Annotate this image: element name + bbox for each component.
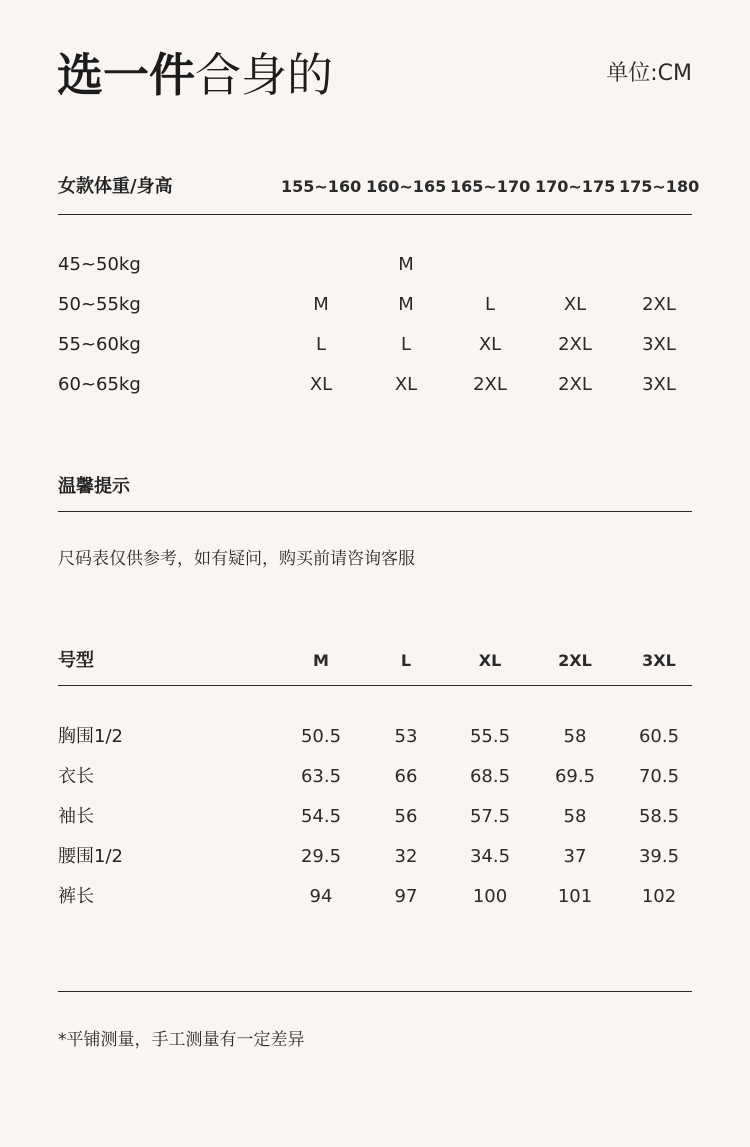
divider (58, 214, 692, 215)
size-guide-row (58, 370, 692, 400)
size-guide-header-label: 女款体重/身高 (58, 176, 173, 197)
title-bold-part: 选一件 (57, 48, 195, 102)
size-header: XL (478, 651, 502, 670)
page-title (57, 46, 333, 104)
weight-label: 45~50kg (58, 254, 141, 275)
size-cell: L (484, 294, 496, 315)
measurement-header-label: 号型 (58, 650, 94, 671)
size-guide-row (58, 330, 692, 360)
divider (58, 685, 692, 686)
measurement-name: 裤长 (58, 886, 94, 907)
size-cell: XL (309, 374, 333, 395)
size-cell: L (400, 334, 412, 355)
measurement-value: 29.5 (300, 846, 342, 867)
measurement-value: 58.5 (638, 806, 680, 827)
size-cell: 3XL (642, 334, 676, 355)
unit-label: 单位:CM (606, 61, 692, 86)
measurement-row (58, 842, 692, 872)
size-header: 2XL (558, 651, 592, 670)
measurement-row (58, 802, 692, 832)
measurement-value: 37 (563, 846, 587, 867)
height-header: 170~175 (535, 177, 616, 196)
height-header: 160~165 (366, 177, 447, 196)
measurement-value: 97 (394, 886, 418, 907)
measurement-row (58, 722, 692, 752)
measurement-name: 衣长 (58, 766, 94, 787)
size-cell: XL (563, 294, 587, 315)
size-cell: XL (478, 334, 502, 355)
weight-label: 60~65kg (58, 374, 141, 395)
size-header: M (313, 651, 329, 670)
size-cell: 2XL (558, 334, 592, 355)
tips-title: 温馨提示 (58, 476, 130, 497)
measurement-value: 102 (641, 886, 677, 907)
size-guide-row (58, 290, 692, 320)
size-cell: 2XL (558, 374, 592, 395)
size-header: 3XL (642, 651, 676, 670)
measurement-value: 68.5 (469, 766, 511, 787)
measurement-name: 腰围1/2 (58, 846, 123, 867)
divider (58, 991, 692, 992)
height-header: 155~160 (281, 177, 362, 196)
measurement-value: 60.5 (638, 726, 680, 747)
size-cell: 3XL (642, 374, 676, 395)
size-cell: M (313, 294, 329, 315)
measurement-value: 50.5 (300, 726, 342, 747)
measurement-value: 66 (394, 766, 418, 787)
measurement-value: 54.5 (300, 806, 342, 827)
measurement-value: 100 (472, 886, 508, 907)
measurement-value: 53 (394, 726, 418, 747)
footnote: *平铺测量，手工测量有一定差异 (58, 1030, 305, 1050)
size-guide-header-row (58, 172, 700, 202)
size-cell: M (398, 254, 414, 275)
measurement-name: 袖长 (58, 806, 94, 827)
height-header: 175~180 (619, 177, 700, 196)
divider (58, 511, 692, 512)
measurement-row (58, 762, 692, 792)
measurement-header-row (58, 646, 692, 676)
measurement-value: 55.5 (469, 726, 511, 747)
weight-label: 50~55kg (58, 294, 141, 315)
title-light-part: 合身的 (195, 48, 333, 102)
size-cell: L (315, 334, 327, 355)
size-cell: 2XL (473, 374, 507, 395)
measurement-value: 69.5 (554, 766, 596, 787)
measurement-value: 58 (563, 726, 587, 747)
measurement-value: 39.5 (638, 846, 680, 867)
measurement-value: 63.5 (300, 766, 342, 787)
measurement-row (58, 882, 692, 912)
measurement-value: 32 (394, 846, 418, 867)
weight-label: 55~60kg (58, 334, 141, 355)
measurement-value: 57.5 (469, 806, 511, 827)
tips-text: 尺码表仅供参考，如有疑问，购买前请咨询客服 (58, 549, 415, 569)
measurement-value: 58 (563, 806, 587, 827)
measurement-value: 56 (394, 806, 418, 827)
measurement-value: 94 (309, 886, 333, 907)
measurement-value: 101 (557, 886, 593, 907)
measurement-name: 胸围1/2 (58, 726, 123, 747)
size-cell: XL (394, 374, 418, 395)
height-header: 165~170 (450, 177, 531, 196)
size-cell: 2XL (642, 294, 676, 315)
size-header: L (400, 651, 412, 670)
measurement-value: 70.5 (638, 766, 680, 787)
measurement-value: 34.5 (469, 846, 511, 867)
size-guide-row (58, 250, 692, 280)
size-cell: M (398, 294, 414, 315)
